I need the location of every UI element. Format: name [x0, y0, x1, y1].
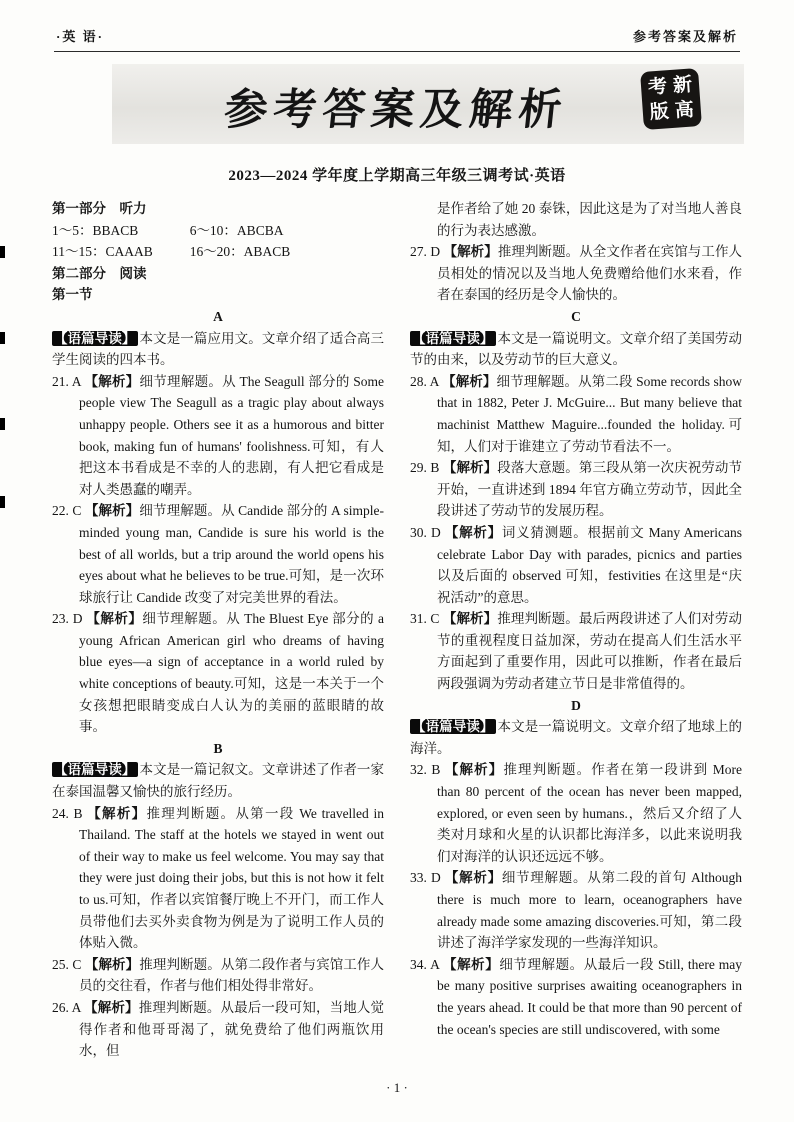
analysis-tag: 【解析】	[84, 373, 140, 389]
analysis-tag: 【解析】	[86, 611, 143, 627]
answer-range: 16～20：ABACB	[189, 244, 291, 260]
passage-letter: A	[213, 308, 223, 324]
guide-tag: 【语篇导读】	[54, 330, 136, 346]
item-number-and-answer: 27. D	[410, 244, 444, 260]
masthead	[0, 64, 794, 150]
part-heading: 第一节	[52, 287, 93, 303]
guide-tag: 【语篇导读】	[412, 330, 494, 346]
item-explanation: 推理判断题。最后两段讲述了人们对劳动节的重视程度日益加深，劳动在提高人们生活水平方面起到了重要作用，因此可以推断，作者在最后两段强调为劳动者建立节日是非常值得的。	[437, 611, 743, 692]
passage-letter: C	[571, 308, 581, 324]
item-number-and-answer: 24. B	[52, 805, 88, 821]
item-explanation: 细节理解题。从第二段的首句 Although there is much more to learn, oceanographers have already made some amazing discoveries.可知，第二段讲述了海洋学家发现的一些海洋知识。	[437, 870, 743, 951]
badge-character: 版	[649, 101, 670, 124]
header-subject-label: ·英 语·	[56, 29, 104, 44]
guide-body: 本文是一篇应用文。文章介绍了适合高三学生阅读的四本书。	[52, 330, 385, 368]
edition-badge-stamp	[640, 68, 702, 130]
analysis-tag: 【解析】	[87, 805, 147, 821]
guide-body: 本文是一篇说明文。文章介绍了美国劳动节的由来，以及劳动节的巨大意义。	[410, 330, 743, 368]
badge-character: 考	[647, 76, 668, 99]
answer-item	[52, 954, 384, 997]
guide-tag: 【语篇导读】	[412, 719, 494, 735]
item-number-and-answer: 23. D	[52, 611, 87, 627]
item-explanation: 段落大意题。第三段从第一次庆祝劳动节开始，一直讲述到 1894 年官方确立劳动节，因此全段讲述了劳动节的发展历程。	[437, 460, 743, 519]
print-registration-mark	[0, 246, 5, 258]
analysis-tag: 【解析】	[444, 524, 502, 540]
item-explanation: 推理判断题。从最后一段可知，当地人觉得作者和他哥哥渴了，就免费给了他们两瓶饮用水，但	[79, 999, 385, 1059]
answer-item	[52, 803, 384, 954]
analysis-tag: 【解析】	[443, 244, 498, 260]
passage-guide	[410, 328, 742, 371]
guide-body: 本文是一篇记叙文。文章讲述了作者一家在泰国温馨又愉快的旅行经历。	[52, 762, 385, 800]
item-number-and-answer: 30. D	[410, 524, 445, 540]
exam-subtitle: 2023—2024 学年度上学期高三年级三调考试·英语	[228, 168, 566, 184]
listening-answer-row	[52, 241, 384, 263]
item-number-and-answer: 26. A	[52, 999, 85, 1015]
right-column	[410, 198, 742, 1062]
passage-guide	[410, 716, 742, 759]
answer-item	[410, 608, 742, 694]
answer-range: 1～5：BBACB	[52, 222, 139, 238]
analysis-tag: 【解析】	[443, 956, 500, 972]
item-number-and-answer: 22. C	[52, 503, 85, 519]
page-header	[54, 0, 740, 52]
answer-item	[52, 500, 384, 608]
item-explanation: 细节理解题。从 The Bluest Eye 部分的 a young African American girl who dreams of having blue eyes—a sign of acceptance in a world ruled by white conceptions of beauty.可知，这是一本关于一个女孩想把眼睛变成白人认为的美丽的蓝眼睛的故事。	[79, 611, 385, 735]
analysis-tag: 【解析】	[442, 460, 498, 476]
guide-body: 本文是一篇说明文。文章介绍了地球上的海洋。	[410, 719, 743, 756]
item-explanation: 推理判断题。从第二段作者与宾馆工作人员的交往看，作者与他们相处得非常好。	[79, 956, 385, 994]
guide-tag: 【语篇导读】	[54, 762, 136, 778]
print-registration-mark	[0, 332, 5, 344]
item-explanation: 推理判断题。从第一段 We travelled in Thailand. The staff at the hotels we stayed in went out of their way to make us feel welcome. You may say that they were just doing their jobs, but this is not how it felt to us.可知，作者以宾馆餐厅晚上不开门，而工作人员带他们去买外卖食物为例是为了说明工作人员的体贴入微。	[79, 805, 384, 951]
analysis-tag: 【解析】	[84, 999, 139, 1015]
document-title: 参考答案及解析	[221, 87, 570, 134]
item-explanation: 细节理解题。从最后一段 Still, there may be many positive surprises awaiting oceanographers in the years ahead. It could be that more than 90 percent of the ocean's species are still undiscovered, with some	[437, 956, 743, 1037]
analysis-tag: 【解析】	[442, 373, 497, 389]
answer-item	[410, 522, 742, 608]
answer-range: 6～10：ABCBA	[189, 222, 284, 238]
item-number-and-answer: 29. B	[410, 460, 443, 476]
badge-character: 新	[672, 74, 693, 97]
answer-item	[410, 867, 742, 953]
passage-letter: D	[571, 697, 581, 713]
answer-range: 11～15：CAAAB	[52, 244, 153, 260]
analysis-tag: 【解析】	[84, 956, 140, 972]
answer-item	[410, 241, 742, 306]
passage-guide	[52, 759, 384, 802]
answer-item	[410, 759, 742, 867]
item-number-and-answer: 32. B	[410, 762, 445, 778]
item-number-and-answer: 21. A	[52, 373, 85, 389]
print-registration-mark	[0, 418, 5, 430]
item-explanation: 细节理解题。从第二段 Some records show that in 1882, Peter J. McGuire... But many believe that machinist Matthew Maguire...founded the holiday.可知，人们对于谁建立了劳动节看法不一。	[437, 373, 743, 454]
content-columns	[52, 198, 742, 1062]
item-number-and-answer: 33. D	[410, 870, 445, 886]
analysis-tag: 【解析】	[84, 503, 140, 519]
print-registration-mark	[0, 496, 5, 508]
part-heading: 第二部分 阅读	[52, 265, 147, 281]
passage-letter: B	[213, 740, 223, 756]
analysis-tag: 【解析】	[442, 611, 498, 627]
item-number-and-answer: 34. A	[410, 956, 444, 972]
item-number-and-answer: 31. C	[410, 611, 443, 627]
answer-item	[410, 457, 742, 522]
item-number-and-answer: 25. C	[52, 956, 85, 972]
item-explanation: 细节理解题。从 Candide 部分的 A simple-minded young man, Candide is sure his world is the best of all worlds, but a trip around the world opens his eyes about what he believes to be true.可知，是一次环球旅行让 Candide 改变了对完美世界的看法。	[79, 503, 384, 605]
badge-character: 高	[674, 99, 695, 122]
answer-item	[52, 608, 384, 738]
analysis-tag: 【解析】	[444, 870, 502, 886]
answer-item	[410, 371, 742, 457]
page-number: · 1 ·	[386, 1080, 408, 1095]
item-explanation: 细节理解题。从 The Seagull 部分的 Some people view The Seagull as a tragic play about always unhappy people. Others see it as a humorous and bitter book, making fun of humans' foolishness.可知，有人把这本书看成是不幸的人的悲剧，有人把它看成是对人类愚蠢的嘲弄。	[79, 373, 385, 497]
answer-item	[52, 371, 384, 501]
continuation-text: 是作者给了她 20 泰铢，因此这是为了对当地人善良的行为表达感激。	[437, 201, 742, 238]
item-explanation: 推理判断题。从全文作者在宾馆与工作人员相处的情况以及当地人免费赠给他们水来看，作者在泰国的经历是令人愉快的。	[437, 244, 743, 303]
answer-item	[52, 997, 384, 1062]
item-explanation: 推理判断题。作者在第一段讲到 More than 80 percent of the ocean has never been mapped, explored, or even seen by humans.，然后又介绍了人类对月球和火星的认识都比海洋多，以此来说明我们对海洋的认识还远远不够。	[437, 762, 742, 864]
listening-answer-row	[52, 220, 384, 242]
item-explanation: 词义猜测题。根据前文 Many Americans celebrate Labor Day with parades, picnics and parties 以及后面的 observed 可知，festivities 在这里是“庆祝活动”的意思。	[437, 524, 742, 605]
passage-guide	[52, 328, 384, 371]
item-number-and-answer: 28. A	[410, 373, 443, 389]
answer-item	[410, 954, 742, 1040]
header-running-title: 参考答案及解析	[632, 29, 738, 44]
part-heading: 第一部分 听力	[52, 201, 147, 216]
left-column	[52, 198, 384, 1062]
analysis-tag: 【解析】	[444, 762, 504, 778]
